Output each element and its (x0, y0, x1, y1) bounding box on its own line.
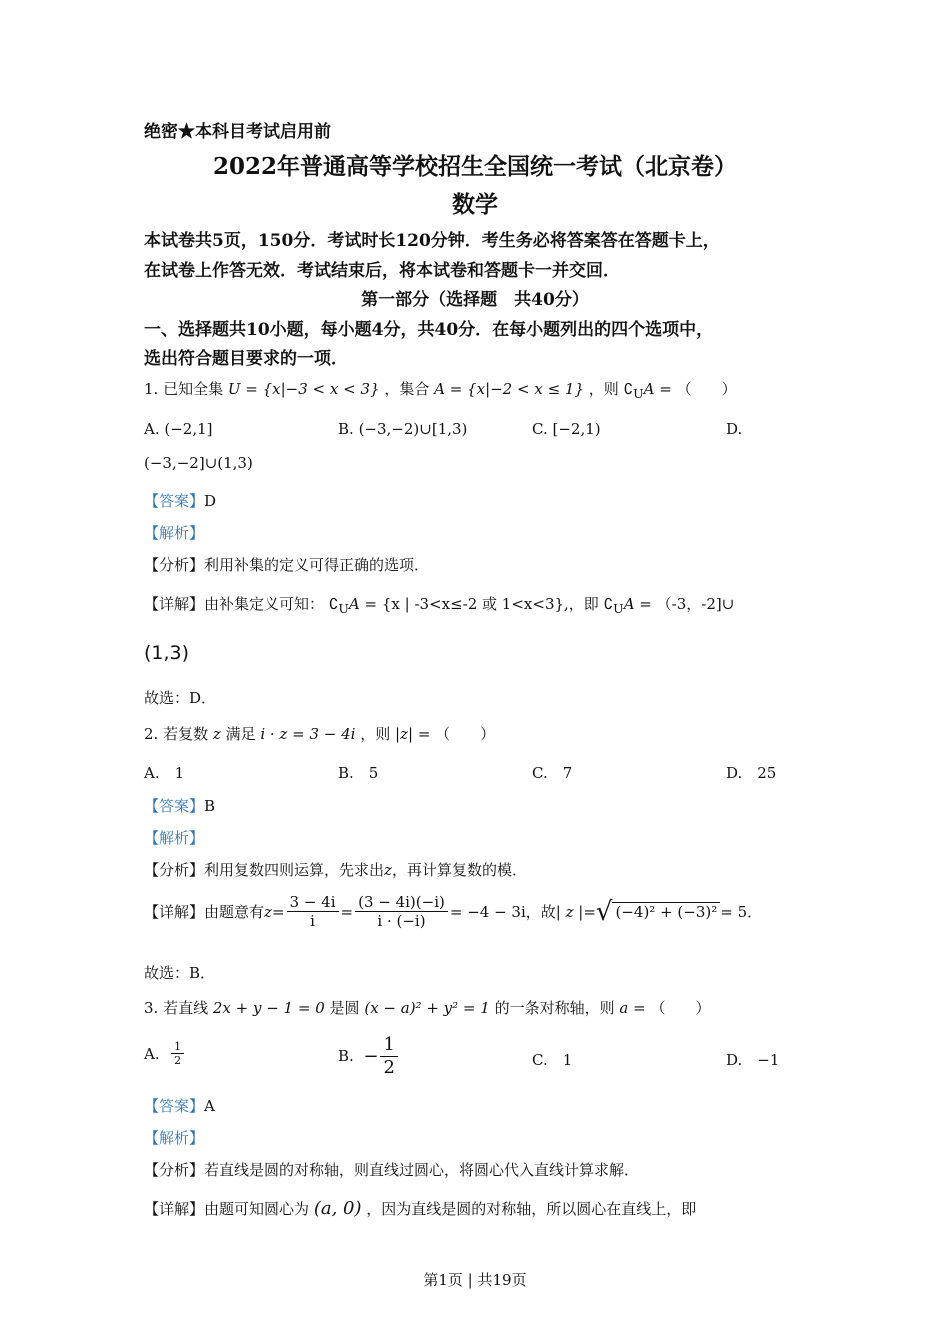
q3-detail (144, 1198, 696, 1219)
result: = −4 − 3i (449, 902, 526, 921)
detail-text-2: ，因为直线是圆的对称轴，所以圆心在直线上，即 (366, 1200, 697, 1218)
option-label: C. (532, 420, 548, 438)
intro-line-2: 在试卷上作答无效．考试结束后，将本试卷和答题卡一并交回． (144, 261, 620, 281)
detail-tag: 【详解】 (144, 903, 205, 921)
answer-value: A (204, 1097, 215, 1115)
fenxi-tag: 【分析】 (144, 861, 205, 879)
complement-subscript: U (613, 601, 624, 616)
q3-line-equation: 2x + y − 1 = 0 (212, 999, 325, 1017)
q1-set-a: A = {x|−2 < x ≤ 1} (434, 380, 584, 398)
option-label: A. (144, 420, 160, 438)
complement-subscript: U (633, 386, 644, 401)
complement-set: A (348, 595, 360, 613)
q2-stem-end: = （ ） (413, 725, 496, 743)
fenxi-text-2: ，再计算复数的模． (391, 861, 527, 879)
fenxi-text: 利用复数四则运算，先求出 (204, 861, 385, 879)
complement-set: A (643, 380, 655, 398)
detail-text-3: = （-3，-2]∪ (634, 595, 735, 613)
fraction-numerator: 1 (380, 1034, 397, 1057)
intro-line-1: 本试卷共5页，150分．考试时长120分钟．考生务必将答案答在答题卡上， (144, 231, 720, 251)
q3-stem-text: 3. 若直线 (144, 999, 209, 1017)
q1-stem (144, 378, 737, 401)
fraction-numerator: (3 − 4i)(−i) (355, 893, 448, 912)
fenxi-text: 利用补集的定义可得正确的选项． (204, 556, 430, 574)
fraction-denominator: i · (−i) (377, 912, 426, 930)
q3-option-d: D. −1 (726, 1051, 780, 1069)
q3-analysis (144, 1127, 204, 1148)
q1-option-a (144, 420, 213, 438)
detail-text: 由题可知圆心为 (204, 1200, 310, 1218)
answer-tag: 【答案】 (144, 797, 205, 815)
fenxi-text: 若直线是圆的对称轴，则直线过圆心，将圆心代入直线计算求解． (204, 1161, 640, 1179)
q2-conclusion: 故选：B． (144, 964, 216, 982)
q3-stem (144, 997, 710, 1018)
q2-option-d: D. 25 (726, 764, 777, 782)
q1-stem-text-2: ，集合 (384, 380, 430, 398)
q1-analysis (144, 522, 204, 543)
q1-answer (144, 490, 216, 511)
q3-fenxi (144, 1159, 639, 1180)
q1-stem-end: = （ ） (659, 380, 737, 398)
q1-conclusion: 故选：D． (144, 689, 217, 707)
q2-option-c: C. 7 (532, 764, 573, 782)
var-a: a (619, 999, 629, 1017)
var-z: z (384, 861, 392, 879)
q2-equation: i · z = 3 − 4i (260, 725, 356, 743)
complement-subscript: U (338, 601, 349, 616)
var-z: z (264, 902, 272, 921)
answer-value: B (204, 797, 216, 815)
fraction-numerator: 3 − 4i (287, 893, 339, 912)
q3-option-c: C. 1 (532, 1051, 573, 1069)
option-label: A. (144, 1044, 160, 1063)
fraction-denominator: 2 (174, 1054, 182, 1068)
q1-detail (144, 593, 734, 616)
q1-fenxi (144, 554, 429, 575)
detail-text: 由题意有 (204, 903, 265, 921)
circle-center: (a, 0) (313, 1198, 362, 1219)
detail-tag: 【详解】 (144, 1200, 205, 1218)
q2-option-b: B. 5 (338, 764, 379, 782)
q1-stem-text: 1. 已知全集 (144, 380, 224, 398)
q2-stem-text-3: ，则 (360, 725, 391, 743)
fraction-2 (355, 893, 448, 930)
equals: = (340, 902, 354, 921)
detail-text-2: = {x | -3<x≤-2 或 1<x<3},，即 (359, 595, 599, 613)
equals: = (271, 902, 285, 921)
q1-detail-continued: (1,3) (144, 642, 190, 664)
q1-option-b (338, 420, 467, 438)
secret-label: 绝密★本科目考试启用前 (144, 122, 331, 142)
q1-set-u: U = {x|−3 < x < 3} (227, 380, 380, 398)
answer-tag: 【答案】 (144, 492, 205, 510)
analysis-tag: 【解析】 (144, 524, 205, 542)
complement-symbol: ∁ (623, 380, 634, 398)
fenxi-tag: 【分析】 (144, 556, 205, 574)
fenxi-tag: 【分析】 (144, 1161, 205, 1179)
analysis-tag: 【解析】 (144, 1129, 205, 1147)
q2-detail (144, 893, 762, 930)
detail-tag: 【详解】 (144, 595, 205, 613)
q2-stem (144, 723, 495, 744)
detail-text: 由补集定义可知： (204, 595, 325, 613)
minus-sign: − (363, 1045, 379, 1067)
complement-symbol: ∁ (328, 595, 339, 613)
exam-subject: 数学 (452, 191, 498, 218)
q2-stem-text: 2. 若复数 (144, 725, 209, 743)
analysis-tag: 【解析】 (144, 829, 205, 847)
option-label: B. (338, 420, 354, 438)
q3-answer (144, 1095, 215, 1116)
q1-stem-text-3: ，则 (588, 380, 619, 398)
fraction-1 (287, 893, 339, 930)
q1-option-d-value: (−3,−2]∪(1,3) (144, 454, 253, 472)
q3-option-a (144, 1040, 186, 1067)
complement-set: A (623, 595, 635, 613)
var-z: z (212, 725, 221, 743)
fraction-half (171, 1040, 184, 1067)
fraction-neg-half (380, 1034, 397, 1078)
q2-fenxi (144, 859, 527, 880)
fraction-numerator: 1 (171, 1040, 184, 1054)
detail-end: = 5． (720, 903, 763, 921)
q3-stem-end: = （ ） (628, 999, 711, 1017)
abs-z: | z |= (555, 902, 596, 921)
q3-stem-text-3: 的一条对称轴，则 (494, 999, 615, 1017)
section-heading-line-2: 选出符合题目要求的一项． (144, 349, 348, 369)
q1-option-c (532, 420, 601, 438)
option-value: (−2,1] (164, 420, 213, 438)
answer-tag: 【答案】 (144, 1097, 205, 1115)
q2-analysis (144, 827, 204, 848)
q2-option-a: A. 1 (144, 764, 185, 782)
q2-answer (144, 795, 215, 816)
q1-option-d (726, 420, 742, 438)
exam-title: 2022年普通高等学校招生全国统一考试（北京卷） (212, 153, 737, 180)
detail-text-2: ，故 (525, 903, 556, 921)
option-value: (−3,−2)∪[1,3) (358, 420, 468, 438)
q2-stem-text-2: 满足 (225, 725, 256, 743)
part-heading: 第一部分（选择题 共40分） (361, 290, 589, 310)
option-value: [−2,1) (552, 420, 601, 438)
q2-abs-z: |z| (395, 725, 414, 743)
page-footer: 第1页 | 共19页 (423, 1271, 527, 1289)
sqrt-radicand: (−4)² + (−3)² (612, 902, 720, 921)
q3-option-b (338, 1034, 400, 1078)
section-heading-line-1: 一、选择题共10小题，每小题4分，共40分．在每小题列出的四个选项中， (144, 320, 714, 340)
answer-value: D (204, 492, 217, 510)
option-label: D. (726, 420, 743, 438)
option-label: B. (338, 1047, 354, 1066)
q3-stem-text-2: 是圆 (329, 999, 360, 1017)
q3-circle-equation: (x − a)² + y² = 1 (364, 999, 490, 1017)
fraction-denominator: i (310, 912, 315, 930)
fraction-denominator: 2 (383, 1056, 395, 1078)
sqrt-symbol: √ (595, 896, 613, 927)
complement-symbol: ∁ (603, 595, 614, 613)
